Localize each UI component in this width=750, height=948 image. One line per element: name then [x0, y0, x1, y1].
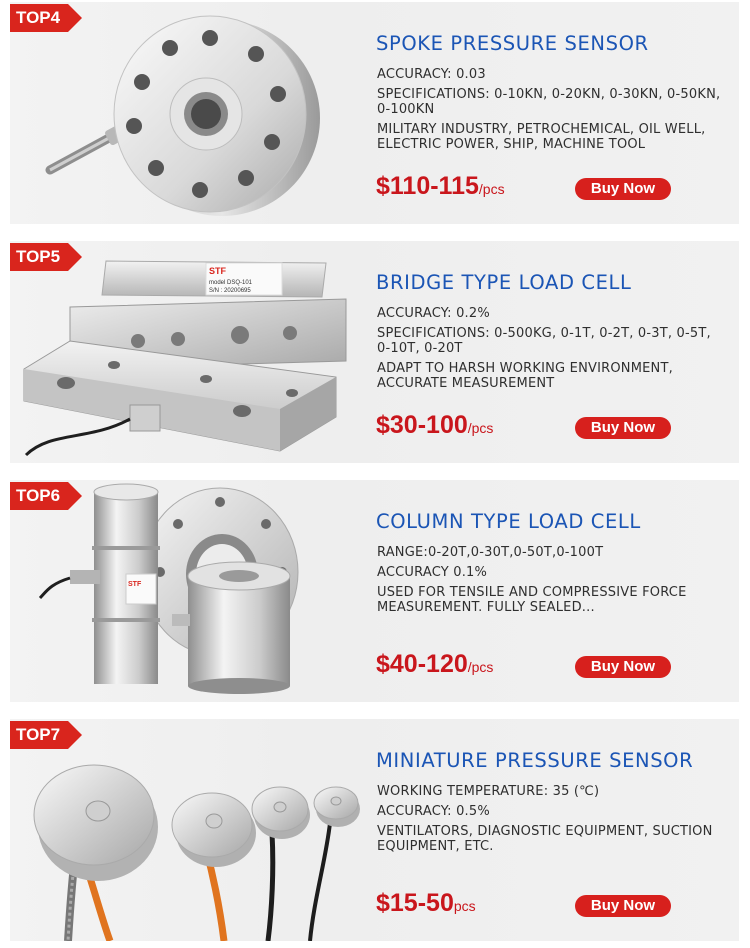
spec-line: ACCURACY: 0.5% — [377, 804, 490, 819]
product-card-top7 — [10, 719, 739, 941]
product-card-top4 — [10, 2, 739, 224]
spec-list — [377, 784, 727, 859]
rank-badge: TOP7 — [10, 721, 68, 749]
price-unit: /pcs — [467, 420, 494, 436]
label-serial: S/N : 20200695 — [209, 288, 251, 294]
buy-now-button[interactable]: Buy Now — [575, 178, 671, 200]
spec-line: ACCURACY: 0.2% — [377, 306, 490, 321]
spec-line: RANGE:0-20T,0-30T,0-50T,0-100T — [377, 545, 604, 560]
price-unit: /pcs — [478, 181, 505, 197]
price-value: $15-50 — [376, 889, 454, 917]
spec-line: WORKING TEMPERATURE: 35 (℃) — [377, 784, 600, 799]
price — [376, 411, 493, 440]
product-image-spoke-sensor — [10, 2, 360, 224]
spec-line: USED FOR TENSILE AND COMPRESSIVE FORCE MEASUREMENT. FULLY SEALED... — [377, 585, 687, 615]
product-image-column-load-cell — [10, 480, 360, 702]
label-brand: STF — [209, 266, 226, 276]
product-image-bridge-load-cell — [10, 241, 360, 463]
spec-line: SPECIFICATIONS: 0-500KG, 0-1T, 0-2T, 0-3T, 0-5T, 0-10T, 0-20T — [377, 326, 711, 356]
price-unit: /pcs — [467, 659, 494, 675]
product-title: BRIDGE TYPE LOAD CELL — [376, 271, 632, 294]
price-value: $40-120 — [376, 650, 468, 678]
buy-now-button[interactable]: Buy Now — [575, 895, 671, 917]
spec-line: SPECIFICATIONS: 0-10KN, 0-20KN, 0-30KN, 0-50KN, 0-100KN — [377, 87, 721, 117]
spec-line: ACCURACY 0.1% — [377, 565, 488, 580]
price — [376, 650, 493, 679]
product-image-miniature-sensors — [10, 719, 360, 941]
price-value: $110-115 — [376, 172, 479, 200]
price-value: $30-100 — [376, 411, 468, 439]
label-model: model DSQ-101 — [209, 280, 253, 286]
product-info — [376, 241, 736, 463]
product-card-top6 — [10, 480, 739, 702]
spec-list — [377, 67, 727, 157]
label-brand: STF — [128, 581, 142, 588]
product-info — [376, 719, 736, 941]
product-title: COLUMN TYPE LOAD CELL — [376, 510, 641, 533]
spec-list — [377, 545, 727, 620]
product-info — [376, 2, 736, 224]
rank-badge: TOP6 — [10, 482, 68, 510]
product-info — [376, 480, 736, 702]
spec-list — [377, 306, 727, 396]
product-title: MINIATURE PRESSURE SENSOR — [376, 749, 694, 772]
spec-line: MILITARY INDUSTRY, PETROCHEMICAL, OIL WELL, ELECTRIC POWER, SHIP, MACHINE TOOL — [377, 122, 706, 152]
spec-line: VENTILATORS, DIAGNOSTIC EQUIPMENT, SUCTION EQUIPMENT, ETC. — [377, 824, 713, 854]
rank-badge: TOP5 — [10, 243, 68, 271]
product-card-top5 — [10, 241, 739, 463]
price — [376, 889, 476, 918]
spec-line: ACCURACY: 0.03 — [377, 67, 486, 82]
spec-line: ADAPT TO HARSH WORKING ENVIRONMENT, ACCURATE MEASUREMENT — [377, 361, 673, 391]
product-title: SPOKE PRESSURE SENSOR — [376, 32, 649, 55]
price — [376, 172, 505, 201]
price-unit: pcs — [453, 898, 476, 914]
buy-now-button[interactable]: Buy Now — [575, 656, 671, 678]
buy-now-button[interactable]: Buy Now — [575, 417, 671, 439]
rank-badge: TOP4 — [10, 4, 68, 32]
